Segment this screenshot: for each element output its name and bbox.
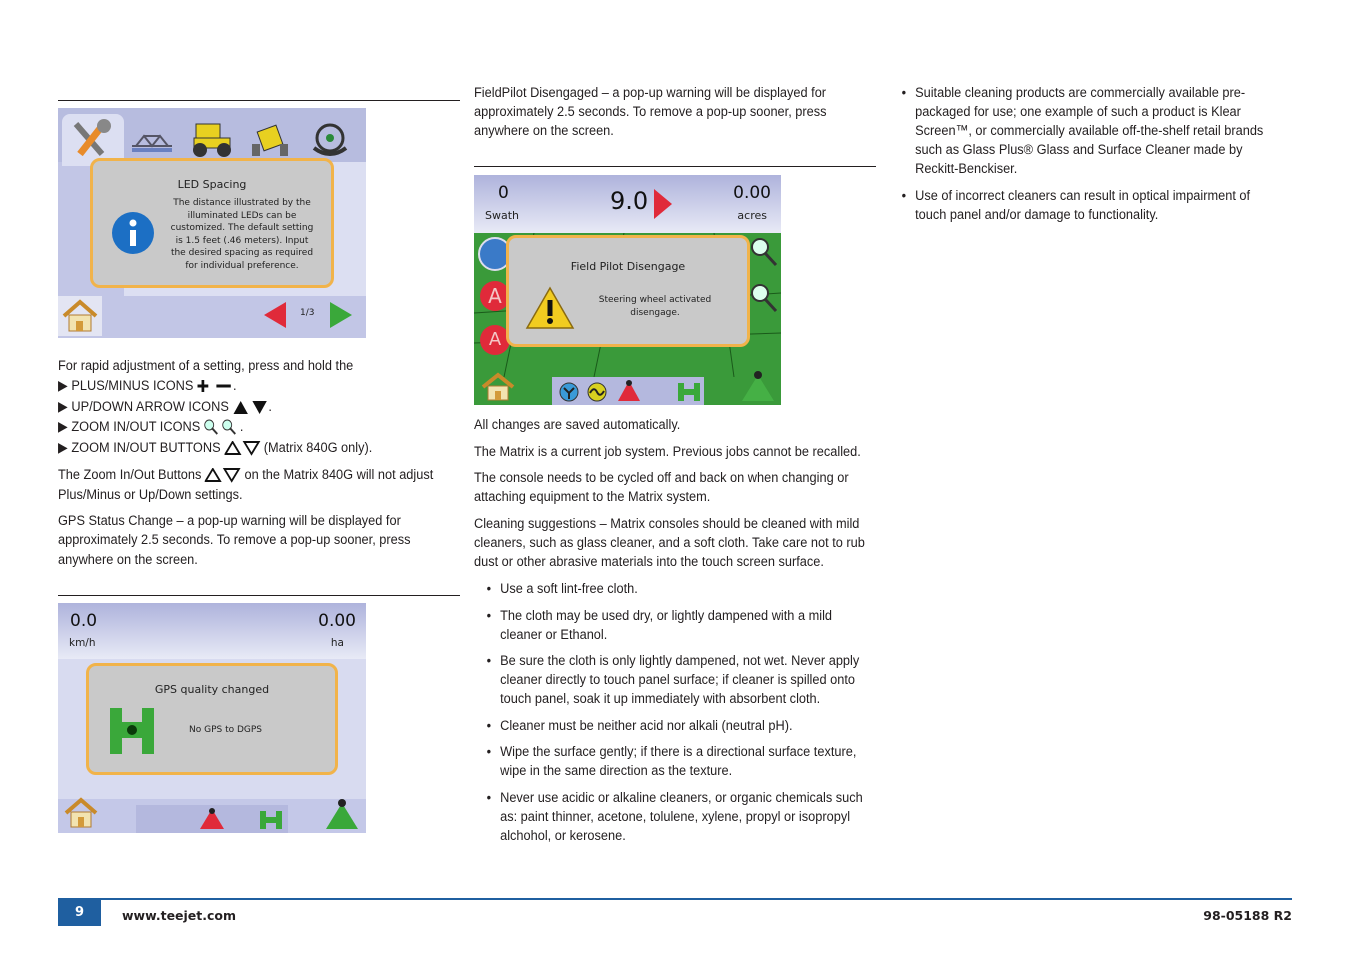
list-item: • Cleaner must be neither acid nor alkali (neutral pH). (474, 717, 863, 736)
tractor-icon[interactable] (186, 118, 236, 160)
zoom-out-icon[interactable] (750, 283, 778, 313)
console-note-line-2: attaching equipment to the Matrix system. (474, 489, 711, 505)
zoom-button-arrows-icon (205, 468, 241, 483)
area-value: 0.00 (318, 611, 356, 631)
saved-note: All changes are saved automatically. (474, 417, 681, 433)
fieldpilot-note-line-3: anywhere on the screen. (474, 123, 614, 139)
list-item: • The cloth may be used dry, or lightly dampened with a mild cleaner or Ethanol. (474, 607, 863, 645)
list-item: • Suitable cleaning products are commercially available pre- packaged for use; one example of such a product is Klear Screen™, or commercially available off-the-shelf retail brands such as Glass Plus® Glass and Surface Cleaner made by Reckitt-Benckiser. (889, 84, 1263, 179)
gps-status-icon[interactable] (258, 809, 284, 831)
fieldpilot-note-line-2: approximately 2.5 seconds. To remove a pop-up sooner, press (474, 104, 827, 120)
list-item-up-down: ▶ UP/DOWN ARROW ICONS . (58, 399, 272, 415)
popup-body: Steering wheel activated disengage. (598, 295, 712, 318)
field-pilot-popup[interactable] (506, 235, 750, 347)
bottom-bar (58, 296, 366, 338)
home-button[interactable] (60, 795, 102, 831)
warning-icon (525, 286, 575, 330)
guidance-status-icon[interactable] (586, 381, 608, 403)
list-item: • Wipe the surface gently; if there is a directional surface texture, wipe in the same direction as the texture. (474, 743, 863, 781)
zoom-note-line-1: The Zoom In/Out Buttons on the Matrix 840G will not adjust (58, 467, 434, 483)
console-note-line-1: The console needs to be cycled off and back on when changing or (474, 470, 849, 486)
list-item: • Never use acidic or alkaline cleaners, or organic chemicals such as: paint thinner, acetone, tolulene, xylene, propyl or isopropyl alchohol, or kerosene. (474, 789, 863, 846)
popup-body: No GPS to DGPS (189, 725, 263, 735)
popup-title: LED Spacing (177, 178, 247, 191)
gps-quality-screenshot (58, 603, 366, 833)
steering-status-icon[interactable] (558, 381, 580, 403)
website-link[interactable]: www.teejet.com (122, 908, 237, 923)
gps-changed-popup[interactable] (86, 663, 338, 775)
list-item-zoom-buttons: ▶ ZOOM IN/OUT BUTTONS (Matrix 840G only). (58, 440, 373, 456)
footer-rule (58, 898, 1292, 900)
list-item: • Be sure the cloth is only lightly dampened, not wet. Never apply cleaner directly to touch panel surface; if cleaner is spilled onto touch panel, soak it up immediately with absorbent cloth. (474, 652, 863, 709)
plus-minus-icon (197, 379, 233, 393)
cleaning-bullet-list (474, 580, 863, 853)
led-spacing-screenshot (58, 108, 366, 338)
section-rule-mid-left (58, 595, 460, 596)
gps-note-line-3: anywhere on the screen. (58, 552, 198, 568)
page-number-badge (58, 900, 101, 926)
boom-status-icon[interactable] (198, 807, 226, 831)
home-icon (58, 296, 102, 336)
speed-value: 0.0 (70, 611, 98, 631)
boom-status-icon[interactable] (616, 379, 642, 403)
list-item: • Use of incorrect cleaners can result in optical impairment of touch panel and/or damage to functionality. (889, 187, 1263, 225)
swath-label: Swath (485, 209, 520, 222)
previous-page-arrow-icon[interactable] (262, 300, 288, 330)
home-icon (478, 371, 518, 403)
zoom-in-out-icon (204, 419, 240, 435)
section-rule-top-left (58, 100, 460, 101)
led-spacing-popup[interactable] (90, 158, 334, 288)
gps-note-line-1: GPS Status Change – a pop-up warning will be displayed for (58, 513, 401, 529)
document-number: 98-05188 R2 (1203, 908, 1292, 923)
fieldpilot-screenshot (474, 175, 781, 405)
gps-status-icon[interactable] (676, 381, 702, 403)
list-item: • Use a soft lint-free cloth. (474, 580, 863, 599)
area-label: acres (737, 209, 767, 222)
up-down-arrow-icon (232, 400, 268, 415)
section-rule-top-middle (474, 166, 876, 167)
area-unit: ha (330, 637, 344, 649)
rapid-adjust-intro: For rapid adjustment of a setting, press and hold the (58, 358, 354, 374)
a-plus-button[interactable]: A (480, 325, 510, 355)
popup-title: Field Pilot Disengage (570, 260, 686, 273)
heading-value: 9.0 (610, 187, 649, 215)
speed-unit: km/h (69, 637, 96, 649)
zoom-button-arrows-icon (224, 441, 260, 456)
vehicle-satellite-icon[interactable] (246, 114, 296, 160)
list-item-zoom-icons: ▶ ZOOM IN/OUT ICONS . (58, 419, 244, 435)
page-indicator: 1/3 (300, 308, 315, 318)
gps-note-line-2: approximately 2.5 seconds. To remove a pop-up sooner, press (58, 532, 411, 548)
a-point-button[interactable]: A (480, 281, 510, 311)
steering-wheel-icon[interactable] (308, 120, 352, 160)
home-icon (60, 795, 102, 831)
vehicle-marker-icon[interactable] (740, 371, 776, 403)
cleaning-note-line-2: cleaners, such as glass cleaner, and a soft cloth. Take care not to rub (474, 535, 865, 551)
current-job-note: The Matrix is a current job system. Previous jobs cannot be recalled. (474, 444, 861, 460)
home-button[interactable] (58, 296, 102, 336)
swath-value: 0 (498, 183, 509, 203)
zoom-in-icon[interactable] (750, 237, 778, 267)
steer-right-arrow-icon (652, 187, 674, 221)
cleaning-note-line-1: Cleaning suggestions – Matrix consoles should be cleaned with mild (474, 516, 860, 532)
popup-title: GPS quality changed (154, 683, 270, 696)
gps-receiver-icon (109, 706, 157, 756)
vehicle-marker-icon[interactable] (324, 799, 360, 831)
page-number: 9 (74, 905, 85, 920)
fieldpilot-note-line-1: FieldPilot Disengaged – a pop-up warning will be displayed for (474, 85, 827, 101)
home-button[interactable] (478, 371, 518, 403)
cleaning-note-line-3: dust or other abrasive materials into the touch screen surface. (474, 554, 824, 570)
popup-body: The distance illustrated by the illuminated LEDs can be customized. The default setting is 1.5 feet (.46 meters). Input the desired spacing as required for individual preference. (170, 198, 314, 271)
cleaner-bullet-list (889, 84, 1263, 232)
zoom-note-line-2: Plus/Minus or Up/Down settings. (58, 487, 243, 503)
boom-icon[interactable] (128, 122, 176, 158)
info-icon (111, 211, 155, 255)
area-value: 0.00 (733, 183, 771, 203)
list-item-plus-minus: ▶ PLUS/MINUS ICONS . (58, 378, 237, 394)
next-page-arrow-icon[interactable] (328, 300, 354, 330)
